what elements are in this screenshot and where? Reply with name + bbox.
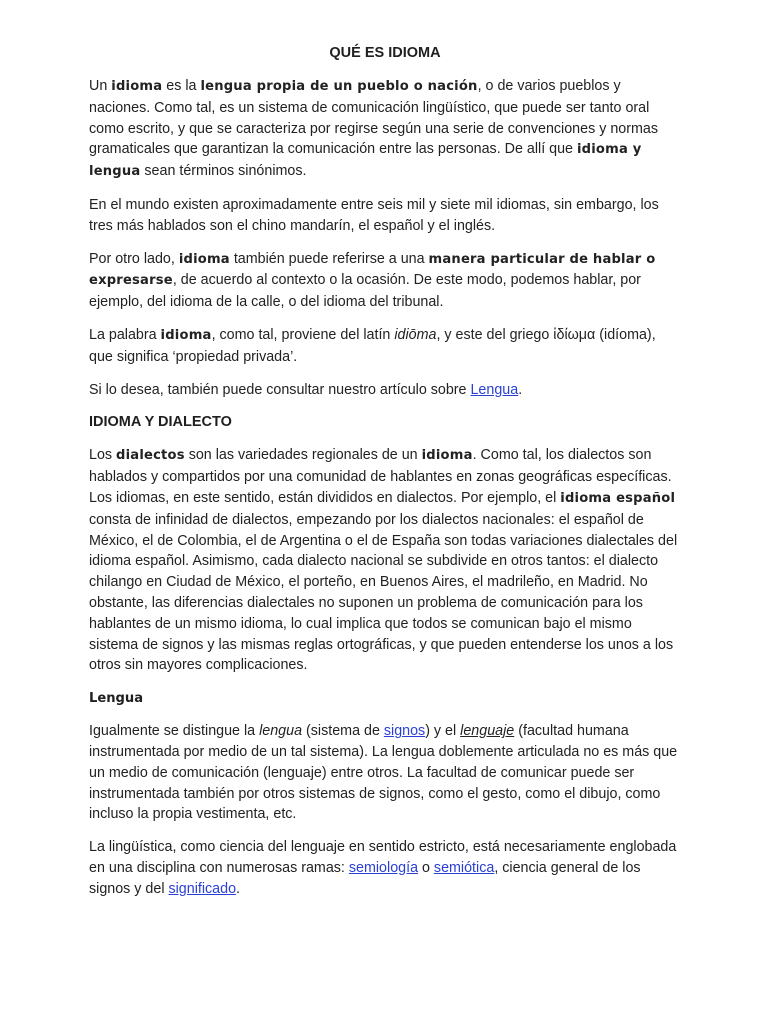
paragraph-definition <box>89 76 681 183</box>
text: . Como tal, los dialectos son hablados y compartidos por una comunidad de hablantes en zonas geográficas específicas. Los idiomas, en este sentido, están divididos en dialectos. Por ejemplo, el <box>89 447 672 506</box>
paragraph-linguistics <box>89 837 681 899</box>
text: La lingüística, como ciencia del lenguaje en sentido estricto, está necesariamente englobada en una disciplina con numerosas ramas: <box>89 839 677 876</box>
italic-text: lengua <box>259 723 303 740</box>
link-semiotica[interactable]: semiótica <box>433 859 495 876</box>
text: es la <box>162 78 201 94</box>
text: consta de infinidad de dialectos, empezando por los dialectos nacionales: el español de México, el de Colombia, el de Argentina o el de España son todas variaciones dialectales del idioma español. Asimismo, cada dialecto nacional se subdivide en otros tantos: el dialecto chilango en Ciudad de México, el porteño, en Buenos Aires, el madrileño, en Madrid. No obstante, las diferencias dialectales no suponen un problema de comunicación para los hablantes de un mismo idioma, lo cual implica que todos se comunican bajo el mismo sistema de signos y las mismas reglas ortográficas, y que pueden entenderse los unos a los otros sin mayores complicaciones. <box>89 511 678 674</box>
text: (facultad humana instrumentada por medio de un tal sistema). La lengua doblemente articulada no es más que un medio de comunicación (lenguaje) entre otros. La facultad de comunicar puede ser instrumentada también por otros sistemas de signos, como el gesto, como el dibujo, como incluso la propia vestimenta, etc. <box>89 723 678 823</box>
document-content <box>89 43 681 912</box>
text: , como tal, proviene del latín <box>211 326 395 343</box>
text: , y este del griego ἰδίωμα (idíoma), que significa ‘propiedad privada’. <box>89 326 656 365</box>
link-significado[interactable]: significado <box>168 880 237 897</box>
paragraph-dialects <box>89 445 681 676</box>
bold-text: manera particular de hablar o expresarse <box>89 251 656 289</box>
paragraph-world-languages: En el mundo existen aproximadamente entre seis mil y siete mil idiomas, sin embargo, los tres más hablados son el chino mandarín, el español y el inglés. <box>89 196 659 234</box>
text: ) y el <box>425 723 461 740</box>
text: , ciencia general de los signos y del <box>89 859 641 897</box>
link-semiologia[interactable]: semiología <box>348 859 419 876</box>
bold-text: idioma <box>111 79 163 94</box>
bold-text: idioma <box>160 327 212 343</box>
bold-text: dialectos <box>116 448 185 464</box>
text: o <box>418 859 434 876</box>
link-signos[interactable]: signos <box>383 723 426 740</box>
section-heading-dialect: IDIOMA Y DIALECTO <box>89 414 232 431</box>
text: , de acuerdo al contexto o la ocasión. De este modo, podemos hablar, por ejemplo, del idioma de la calle, o del idioma del tribunal. <box>89 272 641 311</box>
bold-text: idioma y lengua <box>89 142 642 180</box>
text: Igualmente se distingue la <box>89 723 260 740</box>
text: son las variedades regionales de un <box>184 447 422 464</box>
text: La palabra <box>89 326 161 343</box>
italic-text: idiōma <box>394 326 437 343</box>
page-title: QUÉ ES IDIOMA <box>329 45 441 61</box>
bold-text: idioma <box>421 448 473 464</box>
italic-underlined-text: lenguaje <box>460 723 515 740</box>
link-lengua[interactable]: Lengua <box>470 381 519 398</box>
text: (sistema de <box>302 723 384 740</box>
text: sean términos sinónimos. <box>140 163 307 180</box>
section-heading-lengua: Lengua <box>89 691 144 707</box>
bold-text: idioma <box>178 251 230 267</box>
paragraph-lengua-lenguaje <box>89 721 681 825</box>
paragraph-other-meaning <box>89 249 681 313</box>
text: Un <box>89 78 112 94</box>
text: Por otro lado, <box>89 250 179 267</box>
text: . <box>518 381 523 398</box>
text: , o de varios pueblos y naciones. Como tal, es un sistema de comunicación lingüístico, que puede ser tanto oral como escrito, y que se caracteriza por regirse según una serie de convenciones y normas gramaticales que garantizan la comunicación entre las personas. De allí que <box>89 78 658 158</box>
paragraph-see-also <box>89 380 681 401</box>
bold-text: lengua propia de un pueblo o nación <box>200 79 478 94</box>
paragraph-etymology <box>89 325 681 368</box>
text: . <box>236 880 241 897</box>
text: Si lo desea, también puede consultar nuestro artículo sobre <box>89 381 471 398</box>
bold-text: idioma español <box>560 490 676 506</box>
text: Los <box>89 447 117 464</box>
text: también puede referirse a una <box>229 250 429 267</box>
